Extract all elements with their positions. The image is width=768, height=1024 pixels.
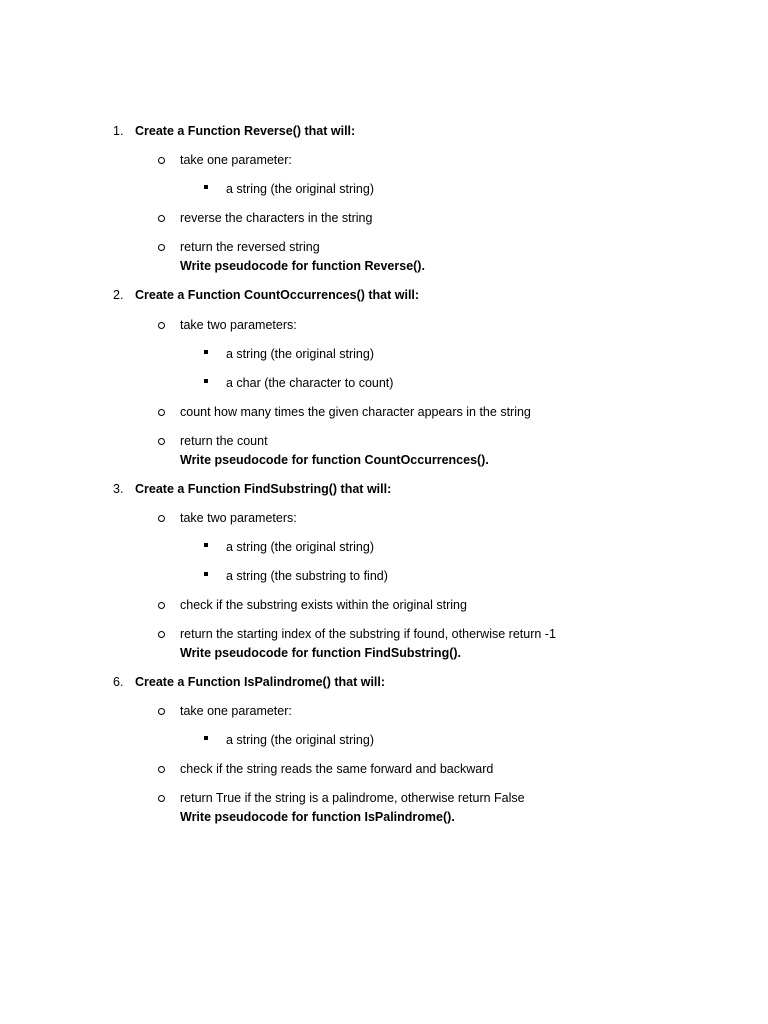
list-item: take one parameter: (180, 704, 292, 718)
circle-bullet-icon (158, 631, 165, 638)
section-number: 2. (113, 288, 124, 302)
list-item: reverse the characters in the string (180, 211, 373, 225)
section-heading: Create a Function IsPalindrome() that will: (135, 675, 386, 689)
section-number: 1. (113, 124, 124, 138)
list-item: take one parameter: (180, 153, 292, 167)
circle-bullet-icon (158, 602, 165, 609)
list-item: check if the substring exists within the original string (180, 598, 467, 612)
sub-list-item: a string (the original string) (226, 733, 374, 747)
circle-bullet-icon (158, 244, 165, 251)
section-instruction: Write pseudocode for function Reverse(). (180, 259, 425, 273)
square-bullet-icon (204, 543, 208, 547)
section-number: 3. (113, 482, 124, 496)
sub-list-item: a string (the substring to find) (226, 569, 388, 583)
circle-bullet-icon (158, 708, 165, 715)
sub-list-item: a string (the original string) (226, 347, 374, 361)
square-bullet-icon (204, 572, 208, 576)
section-instruction: Write pseudocode for function IsPalindrome(). (180, 810, 455, 824)
list-item: return the reversed string (180, 240, 320, 254)
square-bullet-icon (204, 379, 208, 383)
section-instruction: Write pseudocode for function CountOccurrences(). (180, 453, 489, 467)
list-item: take two parameters: (180, 318, 297, 332)
circle-bullet-icon (158, 766, 165, 773)
section-heading: Create a Function Reverse() that will: (135, 124, 356, 138)
square-bullet-icon (204, 736, 208, 740)
list-item: check if the string reads the same forward and backward (180, 762, 494, 776)
circle-bullet-icon (158, 438, 165, 445)
circle-bullet-icon (158, 409, 165, 416)
circle-bullet-icon (158, 157, 165, 164)
list-item: count how many times the given character appears in the string (180, 405, 531, 419)
section-heading: Create a Function FindSubstring() that will: (135, 482, 392, 496)
section-instruction: Write pseudocode for function FindSubstring(). (180, 646, 461, 660)
sub-list-item: a string (the original string) (226, 182, 374, 196)
sub-list-item: a string (the original string) (226, 540, 374, 554)
square-bullet-icon (204, 185, 208, 189)
list-item: return True if the string is a palindrome, otherwise return False (180, 791, 525, 805)
list-item: return the count (180, 434, 268, 448)
square-bullet-icon (204, 350, 208, 354)
section-number: 6. (113, 675, 124, 689)
circle-bullet-icon (158, 515, 165, 522)
circle-bullet-icon (158, 215, 165, 222)
list-item: take two parameters: (180, 511, 297, 525)
sub-list-item: a char (the character to count) (226, 376, 394, 390)
list-item: return the starting index of the substring if found, otherwise return -1 (180, 627, 556, 641)
circle-bullet-icon (158, 322, 165, 329)
section-heading: Create a Function CountOccurrences() that will: (135, 288, 420, 302)
circle-bullet-icon (158, 795, 165, 802)
